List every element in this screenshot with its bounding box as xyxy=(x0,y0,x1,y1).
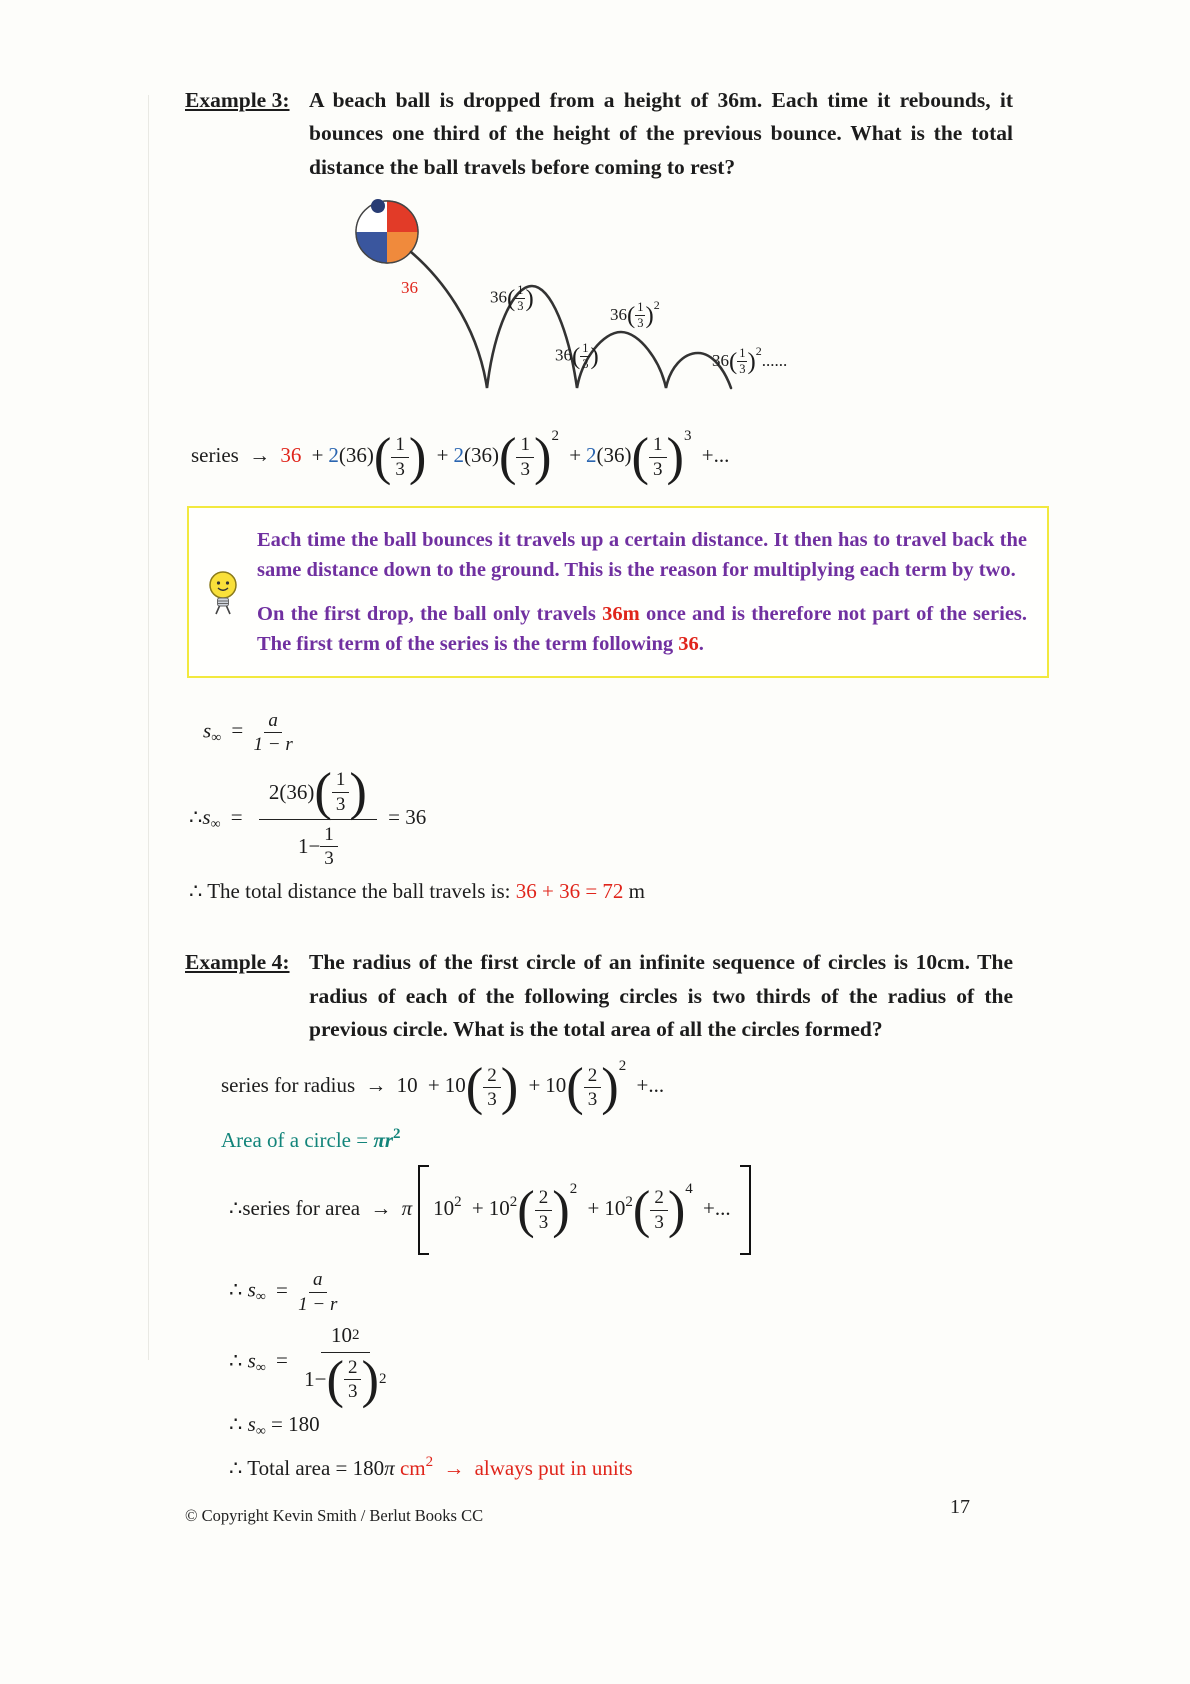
tip-text-mid: once and is therefore not part of the series. The first term of the series is the term following xyxy=(257,603,1028,656)
infinity-subscript: ∞ xyxy=(255,1289,266,1305)
fraction-numerator: 2 xyxy=(535,1187,553,1210)
fraction xyxy=(650,1187,668,1233)
s-symbol: s xyxy=(202,805,211,830)
left-paren: ( xyxy=(498,428,517,487)
right-paren: ) xyxy=(747,348,756,376)
fraction-denominator: 3 xyxy=(654,1211,664,1233)
coefficient: 2 xyxy=(328,442,339,467)
left-bracket xyxy=(418,1165,429,1255)
denominator-prefix: 1− xyxy=(304,1367,327,1392)
bounce3-label xyxy=(712,344,787,377)
fraction-denominator: 3 xyxy=(324,848,334,870)
arrow-symbol: → xyxy=(249,442,271,467)
big-fraction-denominator: 1− ( $\frac{2}{3}$ ) 2 xyxy=(304,1350,387,1409)
infinity-subscript: ∞ xyxy=(210,817,221,833)
right-paren: ) xyxy=(525,284,534,312)
fraction xyxy=(254,710,293,756)
exponent: 3 xyxy=(684,427,692,444)
big-fraction xyxy=(304,1322,387,1409)
fraction xyxy=(320,824,338,870)
exponent: 2 xyxy=(618,1058,627,1075)
first-term: 36 xyxy=(280,442,302,467)
arrow-symbol: → xyxy=(370,1196,392,1221)
right-paren: ) xyxy=(590,342,599,370)
page-number: 17 xyxy=(950,1496,970,1518)
right-paren: ) xyxy=(601,1058,619,1117)
fraction xyxy=(649,434,667,480)
exponent: 2 xyxy=(569,1181,578,1198)
fraction xyxy=(298,1269,337,1315)
tip-text-end: . xyxy=(698,633,704,656)
units-note: always put in units xyxy=(474,1456,633,1481)
exponent: 2 xyxy=(653,297,660,312)
area-series-line xyxy=(229,1165,1013,1255)
conclusion-text: ∴ The total distance the ball travels is: xyxy=(189,879,511,904)
example3-label: Example 3: xyxy=(185,88,290,112)
fraction-denominator: 3 xyxy=(538,1211,549,1233)
coefficient: 10 xyxy=(545,1073,567,1098)
term: 10 xyxy=(433,1196,455,1221)
fraction xyxy=(391,434,409,480)
coefficient: 36 xyxy=(555,345,572,365)
bounce-diagram xyxy=(327,192,897,410)
s-symbol: s xyxy=(247,1277,256,1302)
plus-dots: +... xyxy=(703,1196,731,1221)
plus-operator: + xyxy=(427,1073,440,1098)
fraction-numerator: 1 xyxy=(320,824,338,847)
left-paren: ( xyxy=(507,284,516,312)
fraction-denominator: 3 xyxy=(653,458,663,480)
lightbulb-icon xyxy=(203,569,243,617)
circle-area-formula xyxy=(221,1126,1013,1153)
pi-symbol: π xyxy=(373,1128,385,1153)
fraction-numerator: a xyxy=(309,1269,327,1292)
plus-operator: + xyxy=(587,1196,600,1221)
exponent: 2 xyxy=(625,1194,633,1211)
fraction-denominator: 3 xyxy=(637,316,644,331)
equals-sign: = xyxy=(276,1348,288,1373)
fraction-numerator: 1 xyxy=(516,434,534,457)
numerator-value: 10 xyxy=(331,1322,353,1347)
fraction xyxy=(515,284,525,314)
fraction-numerator: 1 xyxy=(637,300,644,315)
bounce1-fall-label xyxy=(555,342,599,372)
plus-dots: +... xyxy=(701,442,730,467)
fraction-numerator: 1 xyxy=(739,346,746,361)
coefficient: 36 xyxy=(610,304,627,324)
infinity-subscript: ∞ xyxy=(211,730,222,746)
page-content xyxy=(185,84,1028,1481)
bounce1-rise-label xyxy=(490,284,534,314)
exponent: 2 xyxy=(509,1194,518,1211)
right-paren: ) xyxy=(552,1181,570,1240)
sum-to-infinity-formula-2 xyxy=(229,1269,1013,1315)
fraction xyxy=(332,769,350,815)
left-paren: ( xyxy=(572,342,581,370)
fraction xyxy=(516,434,534,480)
exponent: 2 xyxy=(454,1194,462,1211)
fraction-numerator: a xyxy=(264,710,282,733)
equals-sign: = xyxy=(276,1277,288,1302)
fraction-numerator: 2 xyxy=(483,1065,501,1088)
tip-text-start: On the first drop, the ball only travels xyxy=(257,603,596,626)
pi-symbol: π xyxy=(401,1196,413,1221)
left-paren: ( xyxy=(632,1181,651,1240)
s-symbol: s xyxy=(247,1348,256,1373)
left-paren: ( xyxy=(631,428,650,487)
therefore-symbol: ∴ xyxy=(189,805,203,830)
infinity-subscript: ∞ xyxy=(255,1360,266,1376)
unit-label: cm xyxy=(399,1456,426,1481)
tip-highlight-36: 36 xyxy=(678,633,699,656)
conclusion-highlight: 36 + 36 = 72 xyxy=(515,879,624,904)
left-paren: ( xyxy=(627,302,636,330)
scan-artifact-line xyxy=(148,95,149,1360)
base: (36) xyxy=(596,442,632,467)
equals-sign: = xyxy=(231,718,244,743)
right-paren: ) xyxy=(667,1181,686,1240)
left-paren: ( xyxy=(729,348,738,376)
therefore-symbol: ∴ xyxy=(229,1348,243,1373)
unit-exponent: 2 xyxy=(425,1454,434,1471)
tip-paragraph-2 xyxy=(257,600,1027,659)
fraction xyxy=(737,347,747,377)
pi-symbol: π xyxy=(384,1456,395,1481)
s-symbol: s xyxy=(203,718,212,743)
fraction xyxy=(580,342,590,372)
result-value: = 180 xyxy=(271,1412,320,1437)
example3-solution xyxy=(189,763,1013,870)
total-area-line xyxy=(229,1454,1013,1481)
arrow-symbol: → xyxy=(365,1073,387,1098)
plus-operator: + xyxy=(436,442,449,467)
fraction-denominator: 3 xyxy=(347,1381,358,1403)
term: 10 xyxy=(604,1196,626,1221)
conclusion-unit: m xyxy=(628,879,646,904)
fraction xyxy=(344,1357,362,1403)
coefficient: 36 xyxy=(712,350,729,370)
s-symbol: s xyxy=(247,1412,256,1437)
example3-section xyxy=(185,84,1013,184)
fraction xyxy=(635,301,645,331)
example4-result xyxy=(229,1412,1013,1440)
fraction-denominator: 3 xyxy=(587,1088,598,1110)
right-bracket xyxy=(740,1165,751,1255)
base: (36) xyxy=(338,442,374,467)
big-fraction-numerator: 2(36) ( $\frac{1}{3}$ ) xyxy=(259,769,377,820)
numerator-coefficient: 2(36) xyxy=(268,779,315,804)
tip-paragraph-1: Each time the ball bounces it travels up a certain distance. It then has to travel back the same distance down to the ground. This is the reason for multiplying each term by two. xyxy=(257,528,1027,581)
fraction xyxy=(584,1065,602,1111)
trailing-dots: ...... xyxy=(761,350,788,370)
sum-to-infinity-formula xyxy=(203,710,1013,756)
left-paren: ( xyxy=(373,428,392,487)
fraction-denominator: 1 − r xyxy=(298,1293,338,1315)
infinity-subscript: ∞ xyxy=(255,1424,266,1440)
plus-operator: + xyxy=(528,1073,541,1098)
example4-problem-text: The radius of the first circle of an infinite sequence of circles is 10cm. The radius of each of the following circles is two thirds of the radius of the previous circle. What is the total area of all the circles formed? xyxy=(309,950,1013,1041)
series-word: series xyxy=(191,442,239,467)
plus-operator: + xyxy=(569,442,582,467)
tip-text xyxy=(257,526,1027,660)
fraction-denominator: 3 xyxy=(487,1088,497,1110)
fraction-numerator: 1 xyxy=(649,434,667,457)
plus-operator: + xyxy=(311,442,324,467)
drop-height-label: 36 xyxy=(401,277,418,297)
example4-solution xyxy=(229,1322,1013,1409)
fraction-numerator: 1 xyxy=(332,769,350,792)
example3-conclusion xyxy=(189,879,1013,904)
exponent: 2 xyxy=(352,1326,360,1343)
right-paren: ) xyxy=(533,428,552,487)
series-word: series for radius xyxy=(221,1073,356,1098)
coefficient: 2 xyxy=(586,442,597,467)
area-formula-text: Area of a circle = xyxy=(221,1128,369,1153)
plus-dots: +... xyxy=(636,1073,665,1098)
tip-highlight-36m: 36m xyxy=(602,603,640,626)
fraction-denominator: 3 xyxy=(395,458,405,480)
denominator-prefix: 1− xyxy=(297,834,321,859)
right-paren: ) xyxy=(666,428,685,487)
fraction-denominator: 1 − r xyxy=(253,734,293,756)
exponent: 2 xyxy=(378,1371,387,1388)
therefore-symbol: ∴ xyxy=(229,1196,243,1221)
left-paren: ( xyxy=(517,1181,535,1240)
fraction-numerator: 2 xyxy=(650,1187,668,1210)
r-symbol: r xyxy=(384,1128,393,1153)
lightbulb-svg xyxy=(205,569,241,617)
fraction xyxy=(535,1187,553,1233)
therefore-symbol: ∴ xyxy=(229,1277,243,1302)
fraction xyxy=(483,1065,501,1111)
arrow-symbol: → xyxy=(443,1456,465,1481)
fraction-denominator: 3 xyxy=(517,298,524,313)
coefficient: 10 xyxy=(444,1073,466,1098)
big-fraction-denominator xyxy=(298,820,338,870)
first-term: 10 xyxy=(396,1073,418,1098)
left-paren: ( xyxy=(465,1058,484,1117)
exponent: 2 xyxy=(551,427,559,444)
example4-section xyxy=(185,946,1013,1046)
fraction-numerator: 1 xyxy=(391,434,409,457)
exponent: 4 xyxy=(685,1181,693,1198)
series-word: series for area xyxy=(242,1196,361,1221)
fraction-denominator: 3 xyxy=(582,356,589,371)
plus-operator: + xyxy=(471,1196,484,1221)
total-area-text: Total area = 180 xyxy=(247,1456,385,1481)
fraction-numerator: 1 xyxy=(517,282,524,297)
coefficient: 36 xyxy=(490,287,507,307)
therefore-symbol: ∴ xyxy=(229,1456,243,1481)
right-paren: ) xyxy=(408,428,427,487)
fraction-numerator: 2 xyxy=(584,1065,602,1088)
therefore-symbol: ∴ xyxy=(229,1412,243,1437)
coefficient: 2 xyxy=(453,442,464,467)
exponent: 2 xyxy=(393,1126,401,1143)
left-paren: ( xyxy=(566,1058,584,1117)
fraction-numerator: 2 xyxy=(344,1357,362,1380)
right-paren: ) xyxy=(645,302,654,330)
base: (36) xyxy=(463,442,499,467)
fraction-denominator: 3 xyxy=(739,362,746,377)
exponent: 2 xyxy=(755,343,762,358)
series-expression xyxy=(191,427,1013,487)
example4-label: Example 4: xyxy=(185,950,290,975)
tip-box xyxy=(187,506,1049,678)
bounce2-label xyxy=(610,298,660,331)
footer-copyright: © Copyright Kevin Smith / Berlut Books CC xyxy=(185,1506,484,1525)
right-paren: ) xyxy=(500,1058,519,1117)
fraction-denominator: 3 xyxy=(335,793,346,815)
radius-series-line xyxy=(221,1058,1013,1117)
big-fraction-numerator xyxy=(321,1323,370,1353)
beach-ball-icon xyxy=(356,199,418,263)
fraction-numerator: 1 xyxy=(582,340,589,355)
equals-sign: = xyxy=(230,805,243,830)
example3-problem-text: A beach ball is dropped from a height of 36m. Each time it rebounds, it bounces one third of the height of the previous bounce. What is the total distance the ball travels before coming to rest? xyxy=(309,88,1013,179)
fraction-denominator: 3 xyxy=(520,458,530,480)
big-fraction xyxy=(259,763,377,870)
term: 10 xyxy=(488,1196,510,1221)
result-value: = 36 xyxy=(388,805,427,830)
